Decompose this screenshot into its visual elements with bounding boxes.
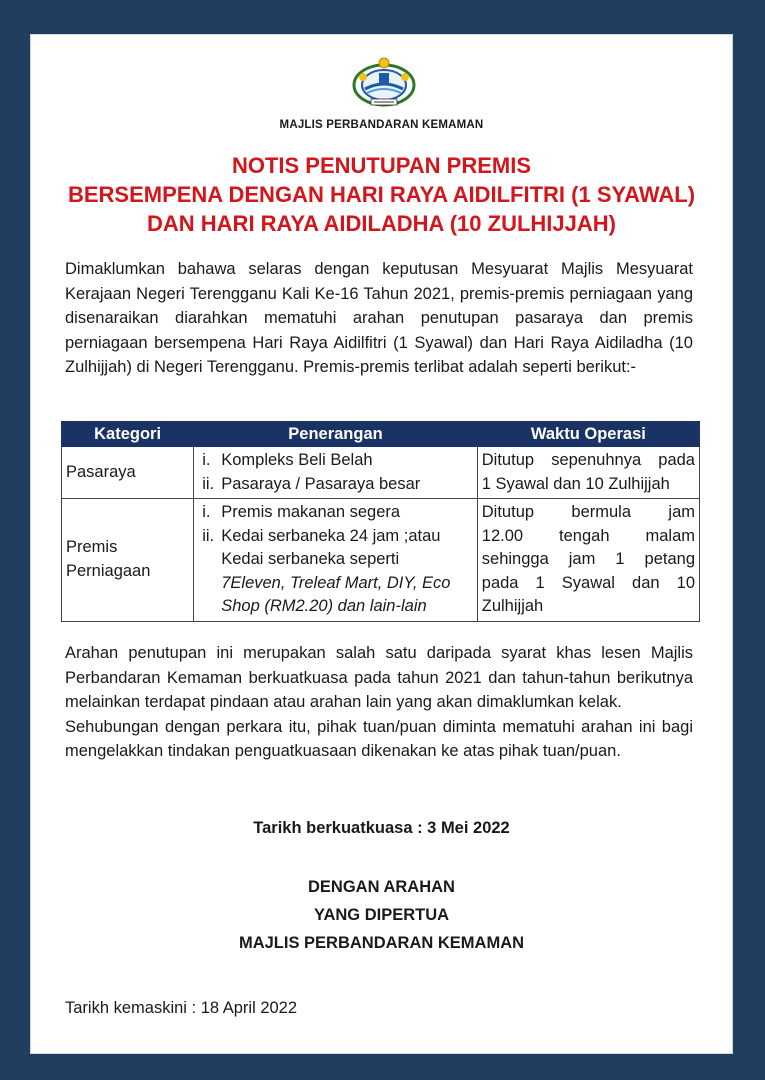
column-header: Waktu Operasi [477, 422, 699, 447]
signature-line: YANG DIPERTUA [313, 906, 450, 924]
category-cell [62, 499, 194, 622]
effective-date: Tarikh berkuatkuasa : 3 Mei 2022 [253, 819, 510, 837]
table-row [62, 447, 700, 499]
signature-block [31, 873, 732, 957]
category-cell: Pasaraya [62, 447, 194, 499]
title-line: BERSEMPENA DENGAN HARI RAYA AIDILFITRI (1 SYAWAL) [67, 182, 696, 207]
hours-line: Zulhijjah [481, 597, 544, 615]
hours-line: 12.00 tengah malam [481, 526, 695, 545]
closing-paragraphs [65, 641, 693, 764]
body-paragraph: Arahan penutupan ini merupakan salah satu daripada syarat khas lesen Majlis Perbandaran Kemaman berkuatkuasa pada tahun 2021 dan tahun-tahun berikutnya melainkan terdapat pindaan atau arahan lain yang akan dimaklumkan kelak. [65, 644, 693, 711]
category-line: Perniagaan [66, 561, 151, 580]
category-line: Premis [66, 538, 118, 557]
list-item: i. Kompleks Beli Belah [202, 451, 373, 469]
updated-date: Tarikh kemaskini : 18 April 2022 [65, 999, 298, 1017]
list-item: ii. Kedai serbaneka 24 jam ;atau [202, 526, 441, 545]
list-item-examples: Shop (RM2.20) dan lain-lain [221, 597, 427, 615]
description-cell [194, 447, 478, 499]
column-header: Kategori [62, 422, 194, 447]
title-line: DAN HARI RAYA AIDILADHA (10 ZULHIJJAH) [147, 211, 616, 236]
list-item: i. Premis makanan segera [202, 503, 401, 521]
notice-title [31, 151, 732, 238]
column-header: Penerangan [194, 422, 478, 447]
signature-line: DENGAN ARAHAN [308, 878, 455, 896]
organization-name: MAJLIS PERBANDARAN KEMAMAN [279, 119, 484, 131]
list-item-examples: 7Eleven, Treleaf Mart, DIY, Eco [221, 573, 451, 592]
premises-table [61, 421, 700, 622]
description-cell [194, 499, 478, 622]
list-item-continued: Kedai serbaneka seperti [221, 550, 400, 568]
table-row [62, 499, 700, 622]
hours-line: sehingga jam 1 petang [481, 550, 695, 568]
notice-sheet [30, 34, 733, 1054]
list-item: ii. Pasaraya / Pasaraya besar [202, 474, 421, 493]
body-paragraph: Sehubungan dengan perkara itu, pihak tuan/puan diminta mematuhi arahan ini bagi mengelakkan tindakan penguatkuasaan dikenakan ke atas pihak tuan/puan. [65, 717, 693, 760]
hours-cell [477, 447, 699, 499]
signature-line: MAJLIS PERBANDARAN KEMAMAN [238, 934, 525, 952]
intro-paragraph: Dimaklumkan bahawa selaras dengan keputusan Mesyuarat Majlis Mesyuarat Kerajaan Negeri Terengganu Kali Ke-16 Tahun 2021, premis-premis perniagaan yang disenaraikan diarahkan mematuhi arahan penutupan pasaraya dan premis perniagaan bersempena Hari Raya Aidilfitri (1 Syawal) dan Hari Raya Aidiladha (10 Zulhijjah) di Negeri Terengganu. Premis-premis terlibat adalah seperti berikut:- [65, 260, 693, 376]
hours-line: pada 1 Syawal dan 10 [481, 573, 695, 592]
hours-line: Ditutup sepenuhnya pada [481, 451, 695, 469]
title-line: NOTIS PENUTUPAN PREMIS [231, 153, 532, 178]
table-header-row [62, 422, 700, 447]
hours-line: 1 Syawal dan 10 Zulhijjah [481, 474, 670, 493]
hours-cell [477, 499, 699, 622]
council-crest-icon [351, 55, 417, 115]
hours-line: Ditutup bermula jam [481, 503, 695, 521]
